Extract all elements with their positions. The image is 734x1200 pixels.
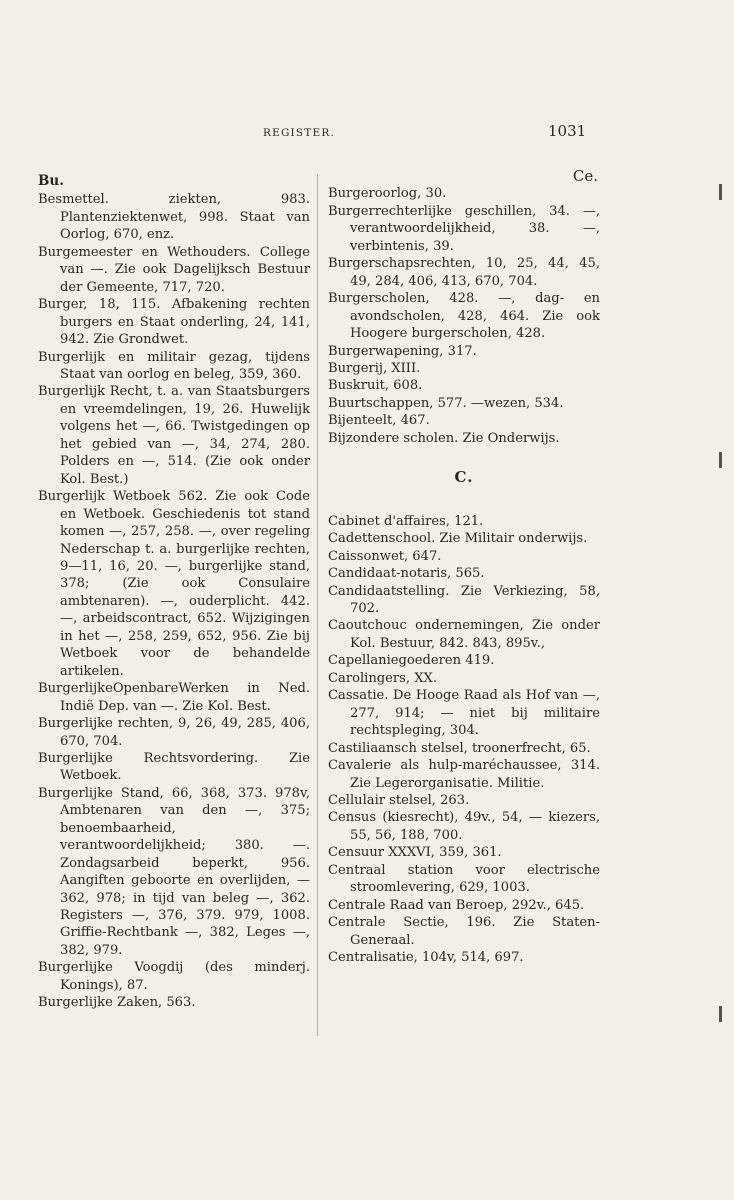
left-column (38, 173, 310, 1012)
index-entry: BurgerlijkeOpenbareWerken in Ned. Indië Dep. van —. Zie Kol. Best. (38, 681, 310, 714)
index-entry: Cavalerie als hulp-maréchaussee, 314. Zie Legerorganisatie. Militie. (328, 758, 600, 791)
index-entry: Cassatie. De Hooge Raad als Hof van —, 277, 914; — niet bij militaire rechtspleging, 304. (328, 688, 600, 739)
index-entry: Census (kiesrecht), 49v., 54, — kiezers, 55, 56, 188, 700. (328, 810, 600, 843)
index-entry: Burgerwapening, 317. (328, 343, 477, 359)
letter-head-ce: Ce. (572, 167, 598, 185)
index-entry: Centrale Sectie, 196. Zie Staten-Generaal. (328, 915, 600, 948)
page-edge-mark (719, 452, 722, 468)
index-entry: Burgerlijke Stand, 66, 368, 373. 978v, Ambtenaren van den —, 375; benoembaarheid, verantwoordelijkheid; 380. —. Zondagsarbeid beperkt, 956. Aangiften geboorte en overlijden, — 362, 978; in tijd van beleg —, 362. Registers —, 376, 379. 979, 1008. Griffie-Rechtbank —, 382, Leges —, 382, 979. (38, 785, 310, 958)
page-number: 1031 (548, 122, 587, 140)
index-entry: Burgerrechterlijke geschillen, 34. —, verantwoordelijkheid, 38. —, verbintenis, 39. (328, 203, 600, 254)
column-divider (317, 174, 318, 1036)
index-entry: Burgerlijk Wetboek 562. Zie ook Code en Wetboek. Geschiedenis tot stand komen —, 257, 258. —, over regeling Nederschap t. a. burgerlijke rechten, 9—11, 16, 20. —, burgerlijke stand, 378; (Zie ook Consulaire ambtenaren). —, ouderplicht. 442. —, arbeidscontract, 652. Wijzigingen in het —, 258, 259, 652, 956. Zie bij Wetboek voor de behandelde artikelen. (38, 489, 310, 679)
section-letter-c: C. (454, 468, 474, 487)
index-entry: Burgemeester en Wethouders. College van —. Zie ook Dagelijksch Bestuur der Gemeente, 717, 720. (38, 244, 310, 295)
index-entry: Censuur XXXVI, 359, 361. (328, 845, 502, 861)
index-entry: Burgerlijke rechten, 9, 26, 49, 285, 406, 670, 704. (38, 716, 310, 749)
index-entry: Castiliaansch stelsel, troonerfrecht, 65. (328, 740, 591, 756)
index-entry: Buurtschappen, 577. —wezen, 534. (328, 395, 564, 411)
index-entry: Burgerlijke Rechtsvordering. Zie Wetboek. (38, 750, 310, 784)
right-column (328, 167, 600, 966)
index-entry: Candidaat-notaris, 565. (328, 566, 485, 582)
index-entry: Burgerij, XIII. (328, 360, 421, 376)
index-entry: Buskruit, 608. (328, 378, 423, 394)
page-edge-mark (719, 1006, 722, 1022)
index-entry: Bijzondere scholen. Zie Onderwijs. (328, 430, 560, 446)
index-entry: Caoutchouc ondernemingen, Zie onder Kol. Bestuur, 842. 843, 895v., (328, 618, 600, 651)
index-entry: Caissonwet, 647. (328, 548, 442, 564)
index-entry: Candidaatstelling. Zie Verkiezing, 58, 702. (328, 583, 600, 616)
index-entry: Burgerlijke Voogdij (des minderj. Konings), 87. (38, 960, 310, 993)
index-entry: Burger, 18, 115. Afbakening rechten burgers en Staat onderling, 24, 141, 942. Zie Grondwet. (38, 297, 310, 348)
index-entry: Cellulair stelsel, 263. (328, 792, 470, 808)
index-entry: Burgerlijke Zaken, 563. (38, 995, 196, 1011)
index-entry: Burgerschapsrechten, 10, 25, 44, 45, 49, 284, 406, 413, 670, 704. (328, 256, 600, 289)
index-entry: Burgerlijk en militair gezag, tijdens Staat van oorlog en beleg, 359, 360. (38, 349, 310, 382)
page-edge-mark (719, 184, 722, 200)
index-entry: Burgerlijk Recht, t. a. van Staatsburgers en vreemdelingen, 19, 26. Huwelijk volgens het —, 66. Twistgedingen op het gebied van —, 34, 274, 280. Polders en —, 514. (Zie ook onder Kol. Best.) (38, 384, 310, 487)
running-head: REGISTER. (263, 127, 336, 139)
index-entry: Carolingers, XX. (328, 670, 438, 686)
index-entry: Capellaniegoederen 419. (328, 653, 495, 669)
index-entry: Besmettel. ziekten, 983. Plantenziektenwet, 998. Staat van Oorlog, 670, enz. (38, 192, 310, 243)
letter-head-bu: Bu. (38, 173, 64, 189)
index-entry: Cabinet d'affaires, 121. (328, 513, 484, 529)
index-entry: Burgerscholen, 428. —, dag- en avondscholen, 428, 464. Zie ook Hoogere burgerscholen, 428. (328, 291, 600, 342)
index-entry: Centraal station voor electrische stroomlevering, 629, 1003. (328, 862, 600, 896)
index-entry: Centralisatie, 104v, 514, 697. (328, 950, 524, 966)
index-entry: Cadettenschool. Zie Militair onderwijs. (328, 531, 588, 547)
index-entry: Bijenteelt, 467. (328, 413, 430, 429)
index-entry: Centrale Raad van Beroep, 292v., 645. (328, 897, 585, 913)
index-entry: Burgeroorlog, 30. (328, 186, 447, 202)
